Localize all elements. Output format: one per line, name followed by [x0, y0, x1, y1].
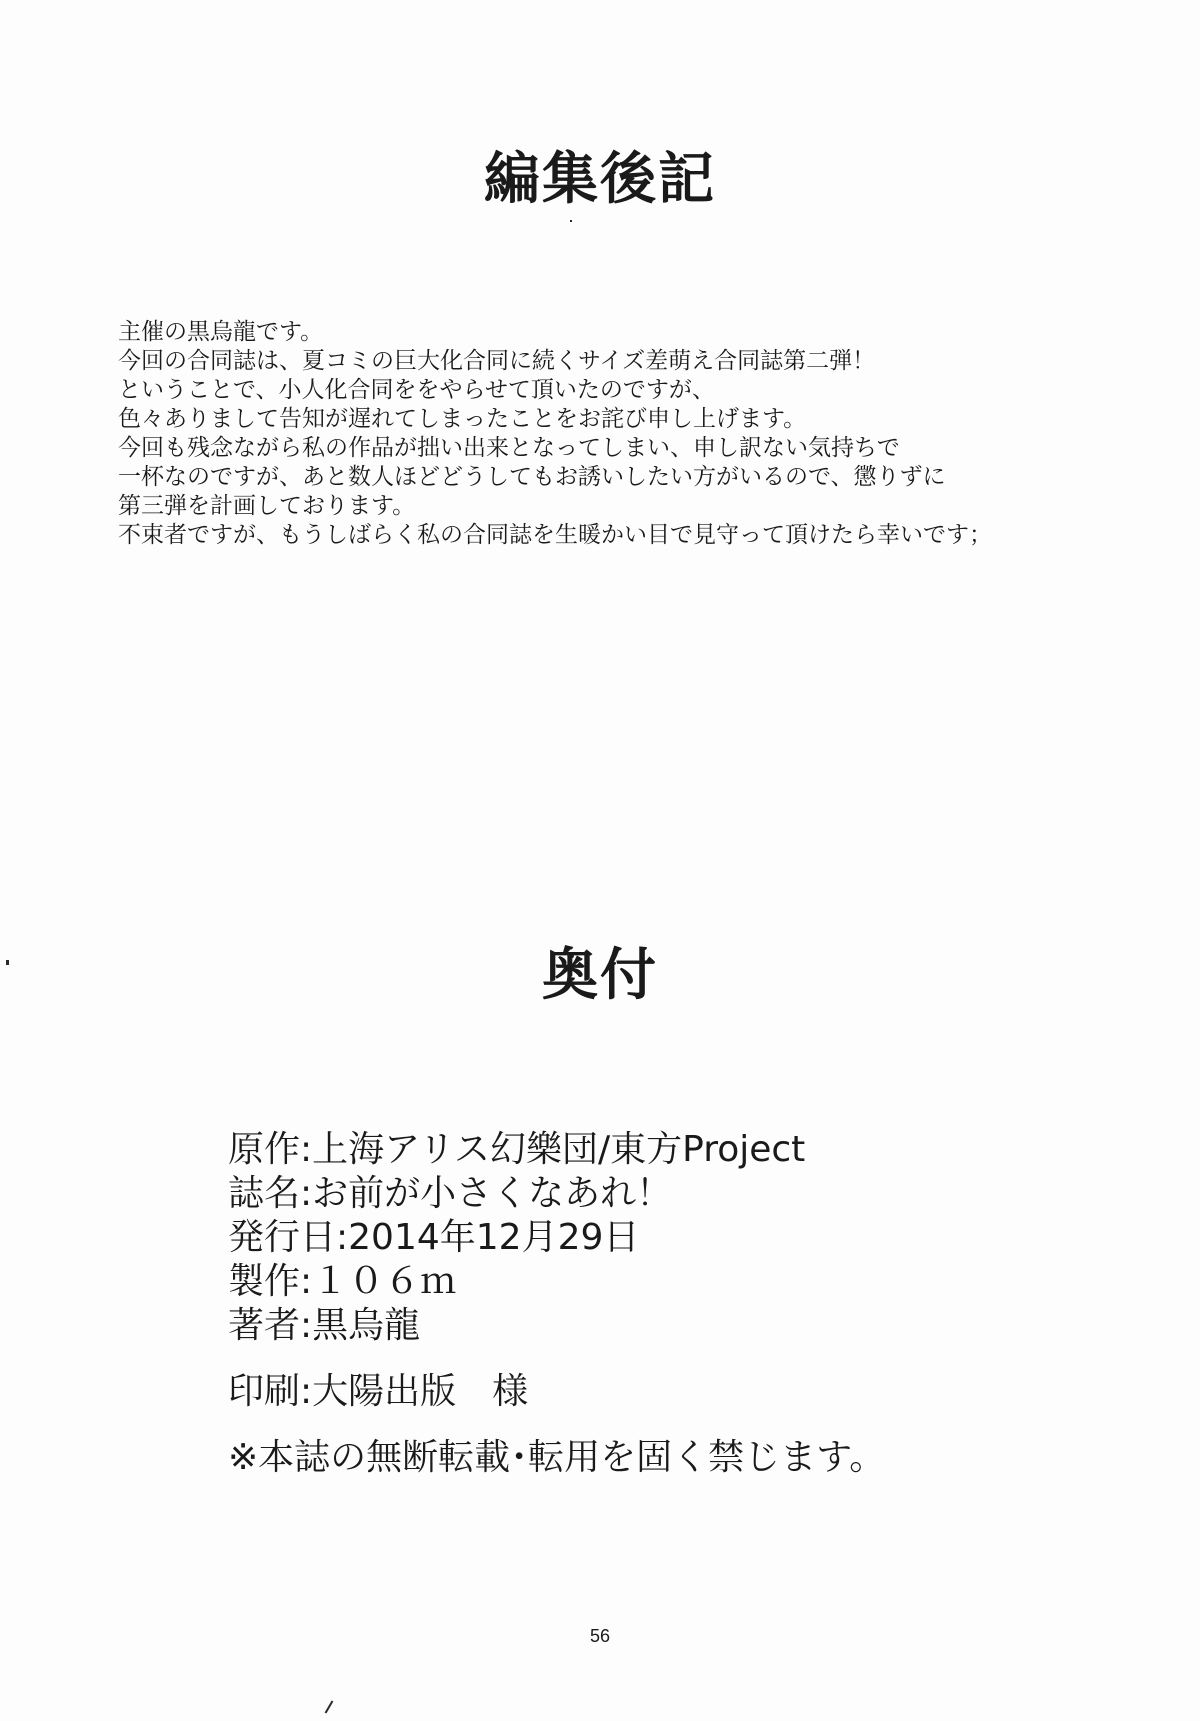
afterword-line: 今回も残念ながら私の作品が拙い出来となってしまい、申し訳ない気持ちで [118, 435, 900, 461]
colophon-book-title-row [228, 1172, 1128, 1216]
afterword-line: ということで、小人化合同ををやらせて頂いたのですが、 [118, 377, 715, 403]
separator: : [336, 1217, 349, 1258]
spacer [228, 1414, 1128, 1436]
separator: : [300, 1261, 313, 1302]
spacer [228, 1348, 1128, 1370]
afterword-line: 今回の合同誌は、夏コミの巨大化合同に続くサイズ差萌え合同誌第二弾！ [118, 348, 876, 374]
separator: : [300, 1173, 313, 1214]
colophon-author-row [228, 1304, 1128, 1348]
colophon-original-row [228, 1128, 1128, 1172]
printer-value: 大陽出版 様 [312, 1371, 529, 1412]
colophon-producer-row [228, 1260, 1128, 1304]
producer-label: 製作 [228, 1261, 301, 1302]
afterword-line: 一杯なのですが、あと数人ほどどうしてもお誘いしたい方がいるので、懲りずに [118, 464, 946, 490]
colophon-printer-row [228, 1370, 1128, 1414]
author-value: 黒烏龍 [312, 1305, 421, 1346]
colophon-title: 奥付 [542, 943, 658, 1008]
original-label: 原作 [228, 1129, 301, 1170]
copyright-notice: ※本誌の無断転載･転用を固く禁じます。 [228, 1437, 886, 1478]
separator: : [300, 1305, 313, 1346]
colophon-release-date-row [228, 1216, 1128, 1260]
release-date-label: 発行日 [228, 1217, 337, 1258]
author-label: 著者 [228, 1305, 301, 1346]
producer-value: １０６ｍ [312, 1261, 457, 1302]
afterword-body [118, 318, 1118, 550]
release-date-value: 2014年12月29日 [348, 1217, 640, 1258]
afterword-line: 不束者ですが、もうしばらく私の合同誌を生暖かい目で見守って頂けたら幸いです； [118, 522, 992, 548]
book-title-label: 誌名 [228, 1173, 301, 1214]
book-title-value: お前が小さくなあれ！ [312, 1173, 673, 1214]
separator: : [300, 1371, 313, 1412]
separator: : [300, 1129, 313, 1170]
afterword-line: 第三弾を計画しております。 [118, 493, 416, 519]
page-number: 56 [589, 1626, 611, 1646]
printer-label: 印刷 [228, 1371, 301, 1412]
afterword-title: 編集後記 [484, 147, 716, 212]
afterword-line: 色々ありまして告知が遅れてしまったことをお詫び申し上げます。 [118, 406, 807, 432]
afterword-line: 主催の黒烏龍です。 [118, 319, 324, 345]
scan-speck [570, 220, 572, 222]
scan-speck [325, 1700, 334, 1713]
scan-speck [6, 960, 9, 965]
colophon-details [228, 1128, 1128, 1480]
original-value: 上海アリス幻樂団/東方Project [312, 1129, 806, 1170]
